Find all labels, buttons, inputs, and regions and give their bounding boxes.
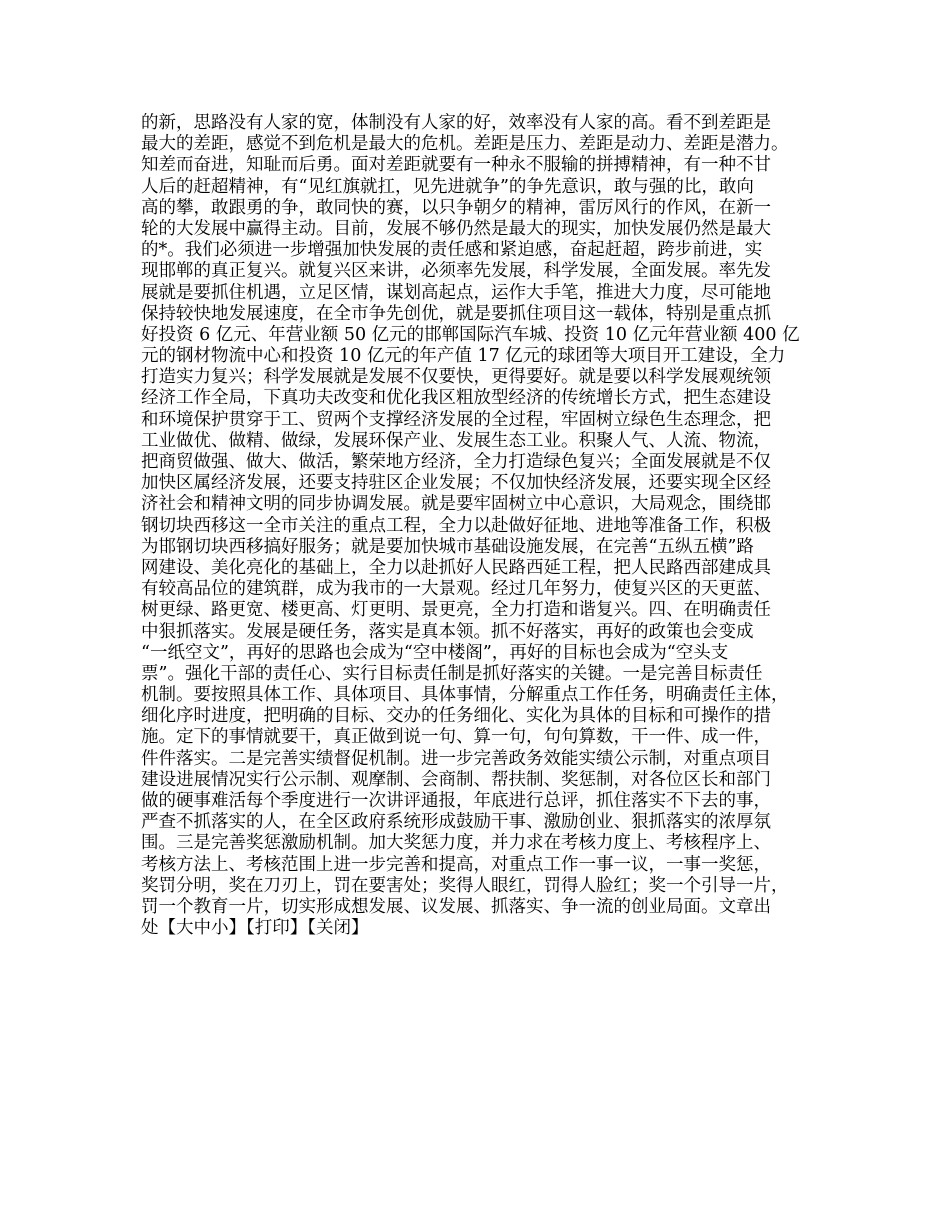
text-line: “一纸空文”，再好的思路也会成为“空中楼阁”，再好的目标也会成为“空头支 <box>141 642 729 663</box>
text-line: 好投资 6 亿元、年营业额 50 亿元的邯郸国际汽车城、投资 10 亿元年营业额 400 亿 <box>141 324 800 345</box>
text-line: 保持较快地发展速度，在全市争先创优，就是要抓住项目这一载体，特别是重点抓 <box>141 303 771 324</box>
text-line: 细化序时进度，把明确的目标、交办的任务细化、实化为具体的目标和可操作的措 <box>141 706 771 727</box>
text-line: 高的攀，敢跟勇的争，敢同快的赛，以只争朝夕的精神，雷厉风行的作风，在新一 <box>141 197 771 218</box>
text-line: 建设进展情况实行公示制、观摩制、会商制、帮扶制、奖惩制，对各位区长和部门 <box>141 769 771 790</box>
text-line: 罚一个教育一片，切实形成想发展、议发展、抓落实、争一流的创业局面。文章出 <box>141 896 771 917</box>
text-line: 网建设、美化亮化的基础上，全力以赴抓好人民路西延工程，把人民路西部建成具 <box>141 557 771 578</box>
text-line: 中狠抓落实。发展是硬任务，落实是真本领。抓不好落实，再好的政策也会变成 <box>141 621 754 642</box>
text-line: 做的硬事难活每个季度进行一次讲评通报，年底进行总评，抓住落实不下去的事， <box>141 791 771 811</box>
text-line: 把商贸做强、做大、做活，繁荣地方经济，全力打造绿色复兴；全面发展就是不仅 <box>141 452 771 472</box>
text-line: 奖罚分明，奖在刀刃上，罚在要害处；奖得人眼红，罚得人脸红；奖一个引导一片， <box>141 875 789 896</box>
text-line: 树更绿、路更宽、楼更高、灯更明、景更亮，全力打造和谐复兴。四、在明确责任 <box>141 600 771 621</box>
text-line: 的新，思路没有人家的宽，体制没有人家的好，效率没有人家的高。看不到差距是 <box>141 113 771 133</box>
text-line: 施。定下的事情就要干，真正做到说一句、算一句，句句算数，干一件、成一件， <box>141 727 771 748</box>
text-line: 经济工作全局，下真功夫改变和优化我区粗放型经济的传统增长方式，把生态建设 <box>141 388 771 409</box>
text-line: 钢切块西移这一全市关注的重点工程，全力以赴做好征地、进地等准备工作，积极 <box>141 515 771 536</box>
text-line: 的*。我们必须进一步增强加快发展的责任感和紧迫感，奋起赶超，跨步前进，实 <box>141 240 763 261</box>
text-line: 严查不抓落实的人，在全区政府系统形成鼓励干事、激励创业、狠抓落实的浓厚氛 <box>141 812 771 833</box>
text-line: 元的钢材物流中心和投资 10 亿元的年产值 17 亿元的球团等大项目开工建设，全力 <box>141 346 786 367</box>
text-line: 和环境保护贯穿于工、贸两个支撑经济发展的全过程，牢固树立绿色生态理念，把 <box>141 409 771 430</box>
text-line: 现邯郸的真正复兴。就复兴区来讲，必须率先发展，科学发展，全面发展。率先发 <box>141 261 771 282</box>
text-line: 最大的差距，感觉不到危机是最大的危机。差距是压力、差距是动力、差距是潜力。 <box>141 134 789 155</box>
text-line: 有较高品位的建筑群，成为我市的一大景观。经过几年努力，使复兴区的天更蓝、 <box>141 579 771 600</box>
text-line: 打造实力复兴；科学发展就是发展不仅要快，更得要好。就是要以科学发展观统领 <box>141 367 771 388</box>
article-body <box>141 113 809 939</box>
text-line: 票”。强化干部的责任心、实行目标责任制是抓好落实的关键。一是完善目标责任 <box>141 663 763 684</box>
text-line: 机制。要按照具体工作、具体项目、具体事情，分解重点工作任务，明确责任主体， <box>141 685 789 706</box>
text-line: 轮的大发展中赢得主动。目前，发展不够仍然是最大的现实，加快发展仍然是最大 <box>141 218 771 239</box>
text-line: 件件落实。二是完善实绩督促机制。进一步完善政务效能实绩公示制，对重点项目 <box>141 748 771 769</box>
text-line: 处【大中小】【打印】【关闭】 <box>141 918 369 939</box>
text-line: 加快区属经济发展，还要支持驻区企业发展；不仅加快经济发展，还要实现全区经 <box>141 473 771 494</box>
text-line: 考核方法上、考核范围上进一步完善和提高，对重点工作一事一议，一事一奖惩， <box>141 854 771 875</box>
text-line: 济社会和精神文明的同步协调发展。就是要牢固树立中心意识，大局观念，围绕邯 <box>141 494 771 515</box>
text-line: 围。三是完善奖惩激励机制。加大奖惩力度，并力求在考核力度上、考核程序上、 <box>141 833 771 854</box>
text-line: 为邯钢切块西移搞好服务；就是要加快城市基础设施发展，在完善“五纵五横”路 <box>141 536 754 557</box>
text-line: 知差而奋进，知耻而后勇。面对差距就要有一种永不服输的拼搏精神，有一种不甘 <box>141 155 771 176</box>
text-line: 展就是要抓住机遇，立足区情，谋划高起点，运作大手笔，推进大力度，尽可能地 <box>141 282 771 303</box>
text-line: 人后的赶超精神，有“见红旗就扛，见先进就争”的争先意识，敢与强的比，敢向 <box>141 176 754 197</box>
text-line: 工业做优、做精、做绿，发展环保产业、发展生态工业。积聚人气、人流、物流， <box>141 430 771 451</box>
